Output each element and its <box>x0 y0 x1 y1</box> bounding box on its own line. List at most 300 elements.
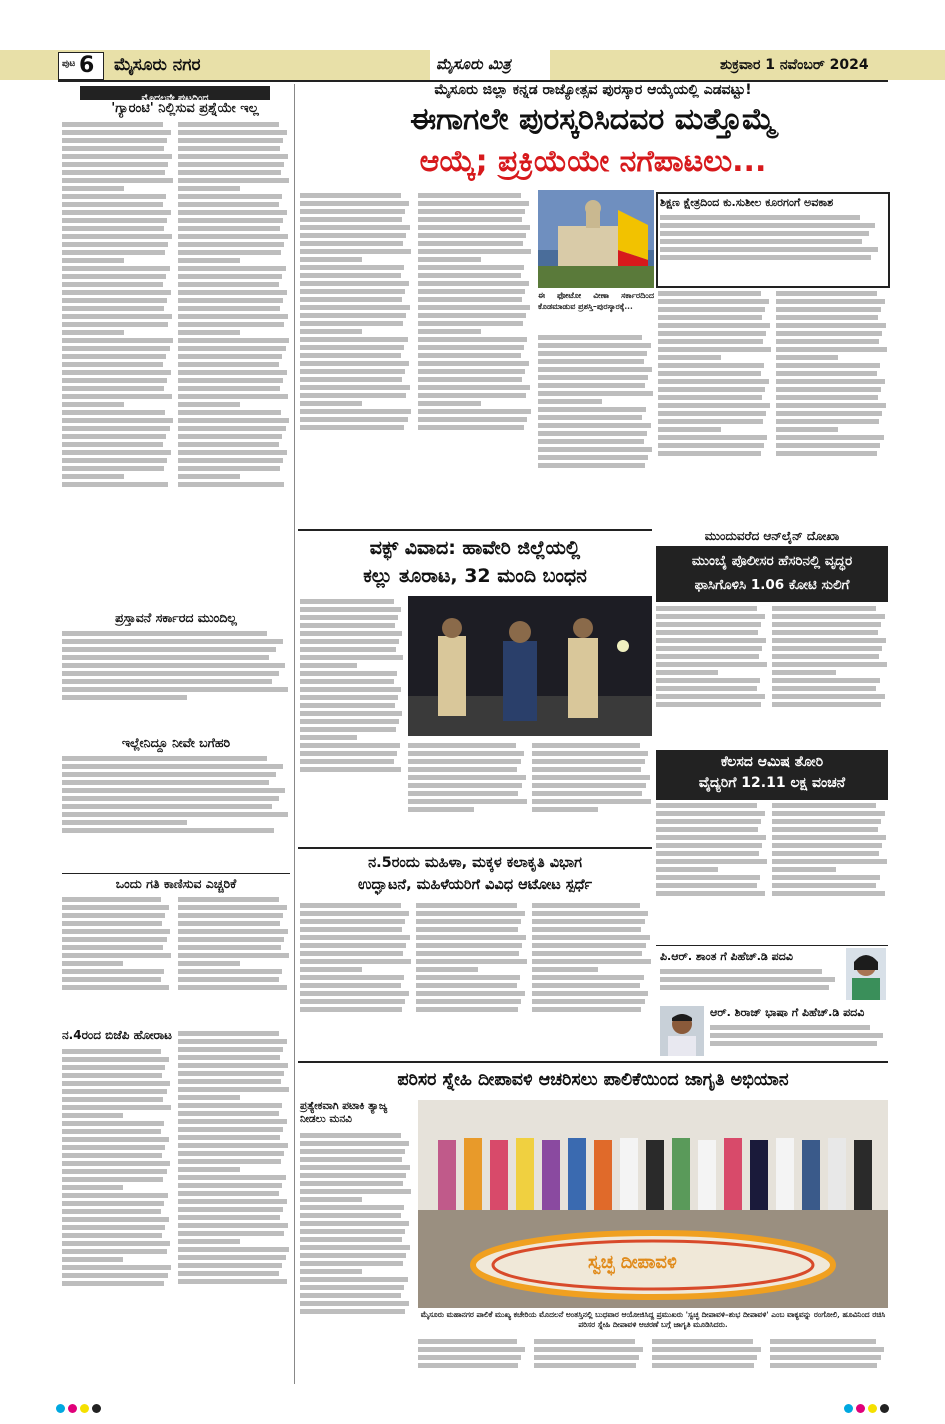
text-line <box>178 977 279 982</box>
text-line <box>178 186 240 191</box>
text-line <box>62 1249 167 1254</box>
registration-dot-magenta-right <box>856 1404 865 1413</box>
text-line <box>418 241 523 246</box>
text-line <box>178 1087 289 1092</box>
text-line <box>408 807 474 812</box>
text-line <box>772 819 881 824</box>
text-line <box>658 355 721 360</box>
text-line <box>660 247 878 252</box>
text-line <box>178 274 282 279</box>
text-line <box>300 1229 405 1234</box>
text-line <box>300 385 410 390</box>
text-line <box>418 329 481 334</box>
text-line <box>178 466 280 471</box>
text-line <box>62 1081 170 1086</box>
text-line <box>178 378 283 383</box>
text-line <box>656 614 765 619</box>
text-line <box>658 387 765 392</box>
text-line <box>418 353 521 358</box>
text-line <box>62 1201 164 1206</box>
text-line <box>418 273 521 278</box>
text-line <box>772 670 836 675</box>
text-line <box>532 935 650 940</box>
text-line <box>532 919 645 924</box>
text-line <box>62 1257 123 1262</box>
text-line <box>300 1165 410 1170</box>
text-line <box>300 1213 401 1218</box>
text-line <box>178 138 283 143</box>
text-line <box>300 903 401 908</box>
text-line <box>178 1215 280 1220</box>
text-line <box>62 1281 164 1286</box>
text-line <box>656 622 761 627</box>
text-line <box>300 1221 409 1226</box>
text-line <box>772 827 878 832</box>
text-line <box>538 463 645 468</box>
text-line <box>62 162 168 167</box>
text-line <box>538 343 651 348</box>
text-line <box>178 354 282 359</box>
text-line <box>532 991 648 996</box>
text-line <box>658 363 764 368</box>
text-line <box>418 297 522 302</box>
text-line <box>532 751 648 756</box>
text-line <box>178 338 289 343</box>
text-line <box>300 257 362 262</box>
text-line <box>62 450 171 455</box>
text-line <box>178 1239 240 1244</box>
text-line <box>178 897 279 902</box>
registration-dot-cyan-right <box>844 1404 853 1413</box>
text-line <box>178 1047 283 1052</box>
subhead-proposal: ಪ್ರಸ್ತಾವನೆ ಸರ್ಕಾರದ ಮುಂದಿಲ್ಲ <box>62 610 290 626</box>
vidhana-soudha-illustration <box>538 190 654 288</box>
text-line <box>416 999 521 1004</box>
text-line <box>62 138 167 143</box>
text-line <box>532 807 598 812</box>
text-line <box>532 999 645 1004</box>
online-fraud-tag: ಮುಂದುವರೆದ ಆನ್‌ಲೈನ್ ದೋಖಾ <box>704 529 840 543</box>
text-line <box>656 859 767 864</box>
text-line <box>178 1175 286 1180</box>
text-line <box>532 775 650 780</box>
text-line <box>62 772 276 777</box>
text-line <box>776 427 838 432</box>
text-line <box>532 967 598 972</box>
text-line <box>538 407 646 412</box>
phd-body-2 <box>710 1022 888 1058</box>
phd-title-1: ಪಿ.ಆರ್. ಶಾಂತ ಗೆ ಪಿಹೆಚ್.ಡಿ ಪದವಿ <box>660 950 793 963</box>
text-line <box>178 1143 288 1148</box>
text-line <box>300 393 406 398</box>
deepavali-story-col1 <box>300 1130 412 1384</box>
women-story-col1 <box>300 900 412 1058</box>
registration-dot-cyan-left <box>56 1404 65 1413</box>
deepavali-group-photo <box>418 1100 888 1308</box>
text-line <box>178 282 279 287</box>
text-line <box>62 663 285 668</box>
text-line <box>300 759 394 764</box>
text-line <box>300 943 406 948</box>
text-line <box>300 353 401 358</box>
text-line <box>658 347 771 352</box>
text-line <box>178 450 287 455</box>
text-line <box>62 639 283 644</box>
text-line <box>62 322 168 327</box>
woman-portrait-illustration <box>846 948 886 1000</box>
text-line <box>178 1119 287 1124</box>
police-photo-illustration <box>408 596 652 736</box>
text-line <box>178 266 286 271</box>
lead-story-col3 <box>538 332 654 528</box>
text-line <box>178 370 287 375</box>
text-line <box>656 686 757 691</box>
text-line <box>656 891 765 896</box>
text-line <box>772 686 876 691</box>
text-line <box>660 223 875 228</box>
text-line <box>62 170 165 175</box>
text-line <box>300 711 402 716</box>
text-line <box>772 891 885 896</box>
text-line <box>300 249 411 254</box>
text-line <box>772 622 881 627</box>
text-line <box>300 345 404 350</box>
text-line <box>300 655 403 660</box>
text-line <box>418 377 522 382</box>
warning-story-col2 <box>178 894 290 1026</box>
text-line <box>178 482 284 487</box>
text-line <box>418 337 527 342</box>
text-line <box>418 409 531 414</box>
text-line <box>300 1245 410 1250</box>
text-line <box>658 291 761 296</box>
text-line <box>62 820 187 825</box>
rule-deepavali-top <box>298 1061 888 1063</box>
text-line <box>656 851 759 856</box>
text-line <box>300 273 401 278</box>
text-line <box>418 217 522 222</box>
text-line <box>300 1205 404 1210</box>
text-line <box>658 435 767 440</box>
text-line <box>62 418 173 423</box>
text-line <box>300 297 402 302</box>
text-line <box>178 1103 282 1108</box>
text-line <box>300 337 408 342</box>
text-line <box>538 367 652 372</box>
text-line <box>300 671 397 676</box>
text-line <box>776 347 887 352</box>
text-line <box>178 306 280 311</box>
lead-headline-2: ಆಯ್ಕೆ; ಪ್ರಕ್ರಿಯೆಯೇ ನಗೆಪಾಟಲು... <box>419 144 767 179</box>
text-line <box>62 130 171 135</box>
text-line <box>178 945 281 950</box>
online-fraud-col2 <box>772 603 888 747</box>
text-line <box>62 647 276 652</box>
text-line <box>62 178 173 183</box>
text-line <box>62 250 165 255</box>
text-line <box>178 1063 288 1068</box>
text-line <box>62 1193 168 1198</box>
side-story-body <box>660 212 882 282</box>
text-line <box>178 346 286 351</box>
text-line <box>62 796 279 801</box>
text-line <box>416 919 521 924</box>
text-line <box>532 783 646 788</box>
text-line <box>178 1055 280 1060</box>
text-line <box>62 679 272 684</box>
text-line <box>62 346 170 351</box>
deepavali-story-col4 <box>652 1336 764 1384</box>
text-line <box>178 1167 240 1172</box>
text-line <box>416 983 517 988</box>
text-line <box>62 905 169 910</box>
text-line <box>532 799 651 804</box>
job-fraud-col1 <box>656 800 768 942</box>
text-line <box>772 867 836 872</box>
text-line <box>62 961 123 966</box>
text-line <box>300 401 362 406</box>
text-line <box>538 359 644 364</box>
text-line <box>178 953 289 958</box>
text-line <box>660 215 860 220</box>
bjp-protest-headline: ನ.4ರಂದ ಬಿಜೆಪಿ ಹೋರಾಟ <box>62 1028 172 1042</box>
text-line <box>776 451 877 456</box>
text-line <box>772 811 885 816</box>
text-line <box>178 234 288 239</box>
text-line <box>178 929 288 934</box>
text-line <box>300 703 395 708</box>
text-line <box>178 985 287 990</box>
text-line <box>62 194 166 199</box>
text-line <box>178 905 287 910</box>
text-line <box>178 937 284 942</box>
text-line <box>178 1079 281 1084</box>
text-line <box>418 385 530 390</box>
text-line <box>416 903 517 908</box>
text-line <box>658 443 764 448</box>
text-line <box>62 410 165 415</box>
online-fraud-headline-2: ಫಾಸಿಗೊಳಿಸಿ 1.06 ಕೋಟಿ ಸುಲಿಗೆ <box>694 577 850 593</box>
text-line <box>532 911 648 916</box>
text-line <box>178 1231 284 1236</box>
text-line <box>178 1183 282 1188</box>
text-line <box>418 1355 521 1360</box>
text-line <box>178 402 240 407</box>
text-line <box>772 614 885 619</box>
text-line <box>178 146 280 151</box>
text-line <box>418 249 531 254</box>
text-line <box>62 812 288 817</box>
text-line <box>772 883 876 888</box>
text-line <box>660 231 869 236</box>
text-line <box>300 233 406 238</box>
text-line <box>300 767 401 772</box>
text-line <box>62 1089 167 1094</box>
text-line <box>178 1111 279 1116</box>
text-line <box>656 662 767 667</box>
women-headline-1: ನ.5ರಂದು ಮಹಿಳಾ, ಮಕ್ಕಳ ಕಲಾಕೃತಿ ವಿಭಾಗ <box>368 855 582 871</box>
text-line <box>532 975 644 980</box>
text-line <box>408 799 527 804</box>
text-line <box>178 170 281 175</box>
text-line <box>62 764 283 769</box>
text-line <box>656 646 762 651</box>
text-line <box>656 843 762 848</box>
text-line <box>62 210 171 215</box>
waqf-police-photo <box>408 596 652 736</box>
deepavali-story-col5 <box>770 1336 888 1384</box>
phd-photo-man <box>660 1006 704 1056</box>
text-line <box>62 274 166 279</box>
text-line <box>300 1007 402 1012</box>
text-line <box>770 1347 884 1352</box>
text-line <box>772 851 879 856</box>
text-line <box>418 305 530 310</box>
text-line <box>62 282 163 287</box>
text-line <box>300 1261 403 1266</box>
text-line <box>656 678 760 683</box>
text-line <box>62 234 172 239</box>
text-line <box>62 756 267 761</box>
deepavali-photo-caption: ಮೈಸೂರು ಮಹಾನಗರ ಪಾಲಿಕೆ ಮುಖ್ಯ ಕಚೇರಿಯ ಮೊದಲನೆ ಅಂತಸ್ತಿನಲ್ಲಿ ಬುಧವಾರ ಆಯೋಜಿಸಿದ್ದ ಪ್ರಮುಖರು 'ಸ್ವಚ್ಛ ದೀಪಾವಳಿ–ಶುಭ ದೀಪಾವಳಿ' ಎಂಬ ವಾಕ್ಯವನ್ನು ರಂಗೋಲಿ, ಹೂವಿನಿಂದ ರಚಿಸಿ ಪರಿಸರ ಸ್ನೇಹಿ ದೀಪಾವಳಿ ಆಚರಣೆ ಬಗ್ಗೆ ಜಾಗೃತಿ ಮೂಡಿಸಿದರು. <box>420 1310 886 1329</box>
text-line <box>418 321 523 326</box>
text-line <box>62 897 161 902</box>
registration-dot-yellow-right <box>868 1404 877 1413</box>
text-line <box>418 401 481 406</box>
bjp-story-col1 <box>62 1046 172 1384</box>
side-story-headline: ಶಿಕ್ಷಣ ಕ್ಷೇತ್ರದಿಂದ ಕು.ಸುಶೀಲ ಕೂರಗಂಗೆ ಅವಕಾಶ <box>660 196 834 209</box>
text-line <box>62 338 173 343</box>
text-line <box>62 218 167 223</box>
text-line <box>658 323 770 328</box>
text-line <box>300 999 405 1004</box>
text-line <box>408 759 521 764</box>
text-line <box>62 1145 165 1150</box>
text-line <box>62 788 285 793</box>
text-line <box>656 638 766 643</box>
text-line <box>770 1339 876 1344</box>
text-line <box>62 953 171 958</box>
text-line <box>300 1285 404 1290</box>
text-line <box>300 329 362 334</box>
text-line <box>532 959 651 964</box>
text-line <box>660 985 829 990</box>
text-line <box>300 615 398 620</box>
text-line <box>178 1159 281 1164</box>
text-line <box>300 607 401 612</box>
page-number: 6 <box>79 53 95 78</box>
text-line <box>658 427 721 432</box>
text-line <box>418 417 527 422</box>
text-line <box>656 606 757 611</box>
text-line <box>772 606 876 611</box>
text-line <box>300 201 409 206</box>
warning-story-col1 <box>62 894 172 1026</box>
text-line <box>62 1241 170 1246</box>
text-line <box>416 951 519 956</box>
text-line <box>62 1049 161 1054</box>
text-line <box>178 162 284 167</box>
text-line <box>62 314 172 319</box>
text-line <box>62 226 164 231</box>
text-line <box>178 913 283 918</box>
lead-headline-1: ಈಗಾಗಲೇ ಪುರಸ್ಕರಿಸಿದವರ ಮತ್ತೊಮ್ಮೆ <box>410 102 776 137</box>
text-line <box>300 743 400 748</box>
text-line <box>416 967 478 972</box>
text-line <box>178 1039 287 1044</box>
text-line <box>532 943 646 948</box>
text-line <box>62 442 163 447</box>
text-line <box>300 313 406 318</box>
text-line <box>300 751 397 756</box>
lead-kicker: ಮೈಸೂರು ಜಿಲ್ಲಾ ಕನ್ನಡ ರಾಜ್ಯೋತ್ಸವ ಪುರಸ್ಕಾರ ಆಯ್ಕೆಯಲ್ಲಿ ಎಡವಟ್ಟು! <box>434 82 752 98</box>
text-line <box>178 130 287 135</box>
text-line <box>652 1355 757 1360</box>
text-line <box>656 827 758 832</box>
text-line <box>418 1347 525 1352</box>
page-number-box <box>58 52 104 80</box>
text-line <box>62 1137 169 1142</box>
text-line <box>776 435 884 440</box>
text-line <box>538 447 652 452</box>
text-line <box>532 983 640 988</box>
text-line <box>416 943 522 948</box>
text-line <box>772 662 887 667</box>
text-line <box>408 783 522 788</box>
text-line <box>658 419 763 424</box>
text-line <box>178 474 240 479</box>
text-line <box>772 702 881 707</box>
deepavali-story-col3 <box>534 1336 646 1384</box>
rule-women-top <box>298 847 652 849</box>
text-line <box>538 431 647 436</box>
text-line <box>300 1269 362 1274</box>
group-rangoli-illustration <box>418 1100 888 1308</box>
page-label: ಪುಟ <box>62 59 76 69</box>
text-line <box>418 225 530 230</box>
section-title: ಮೈಸೂರು ನಗರ <box>114 55 201 75</box>
text-line <box>656 819 761 824</box>
women-headline-2: ಉದ್ಘಾಟನೆ, ಮಹಿಳೆಯರಿಗೆ ವಿವಿಧ ಆಟೋಟ ಸ್ಪರ್ಧೆ <box>357 877 593 893</box>
lead-story-col4 <box>658 288 772 528</box>
text-line <box>660 969 822 974</box>
text-line <box>534 1347 643 1352</box>
text-line <box>300 1253 406 1258</box>
text-line <box>178 290 287 295</box>
text-line <box>178 218 283 223</box>
text-line <box>776 443 880 448</box>
text-line <box>776 323 886 328</box>
text-line <box>178 1263 282 1268</box>
text-line <box>62 1105 171 1110</box>
text-line <box>62 671 279 676</box>
text-line <box>62 154 172 159</box>
text-line <box>300 1293 401 1298</box>
text-line <box>300 919 405 924</box>
text-line <box>418 265 524 270</box>
text-line <box>538 391 653 396</box>
text-line <box>776 395 878 400</box>
text-line <box>418 1363 518 1368</box>
text-line <box>300 417 408 422</box>
text-line <box>658 339 763 344</box>
text-line <box>776 315 878 320</box>
text-line <box>178 1271 279 1276</box>
text-line <box>178 202 279 207</box>
text-line <box>772 835 886 840</box>
text-line <box>178 250 281 255</box>
text-line <box>178 1151 284 1156</box>
